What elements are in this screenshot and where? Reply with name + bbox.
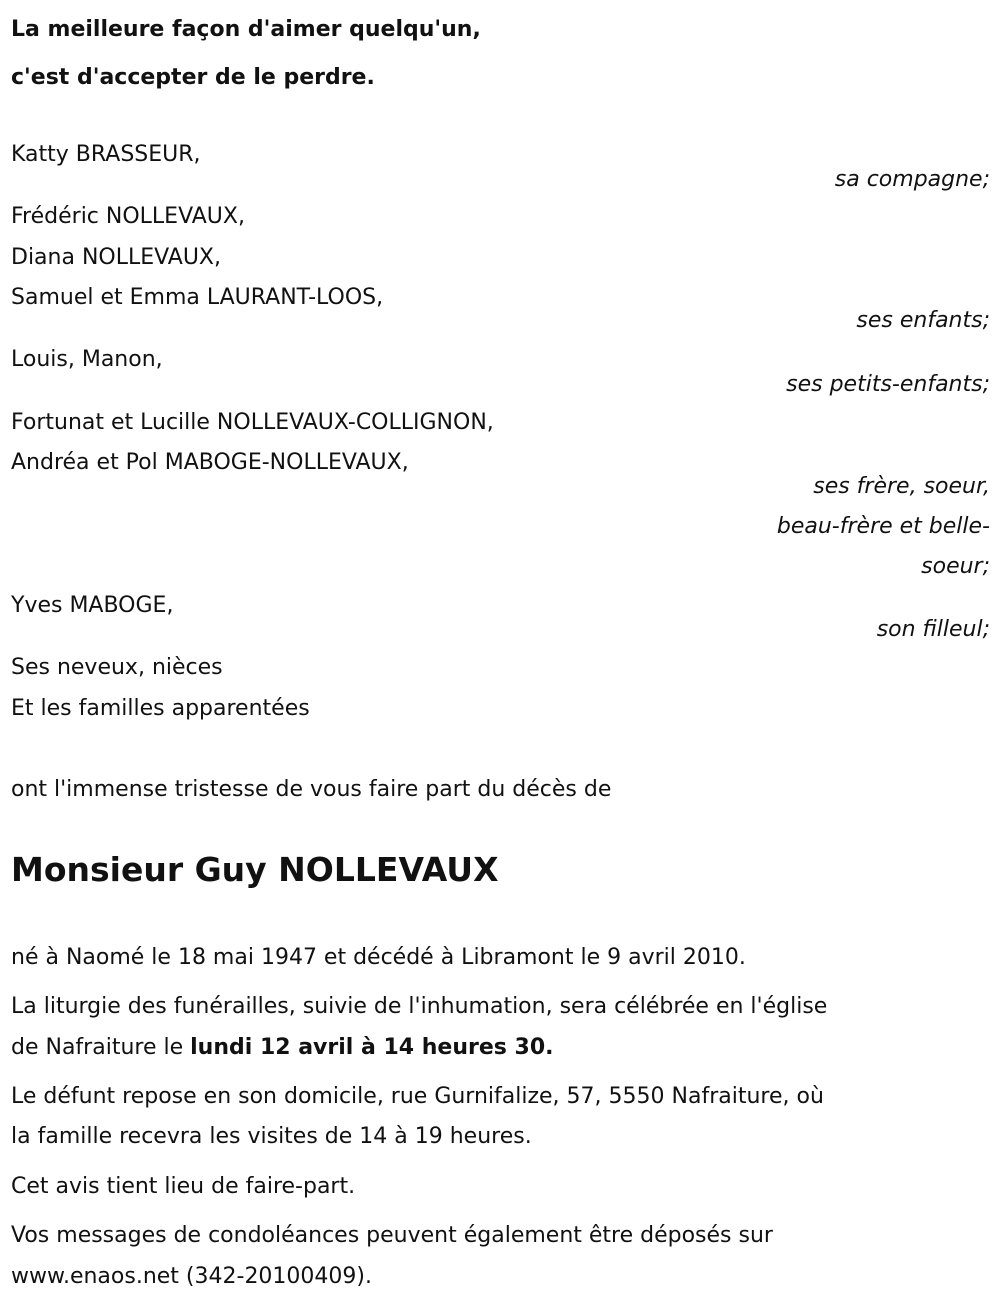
grandchildren-names: Louis, Manon,	[11, 347, 163, 372]
announcement: ont l'immense tristesse de vous faire part du décès de	[11, 777, 612, 802]
funeral-date: lundi 12 avril à 14 heures 30.	[190, 1035, 554, 1060]
godson-role: son filleul;	[876, 617, 990, 642]
liturgy-line-1: La liturgie des funérailles, suivie de l'inhumation, sera célébrée en l'église	[11, 994, 828, 1019]
partner-name: Katty BRASSEUR,	[11, 142, 201, 167]
quote-line-2: c'est d'accepter de le perdre.	[11, 65, 375, 90]
sibling-name: Andréa et Pol MABOGE-NOLLEVAUX,	[11, 450, 409, 475]
condolences-line-2: www.enaos.net (342-20100409).	[11, 1264, 372, 1289]
children-role: ses enfants;	[856, 308, 990, 333]
liturgy-line-2	[11, 1034, 554, 1062]
child-name: Diana NOLLEVAUX,	[11, 245, 221, 270]
child-name: Samuel et Emma LAURANT-LOOS,	[11, 285, 384, 310]
birth-death: né à Naomé le 18 mai 1947 et décédé à Libramont le 9 avril 2010.	[11, 945, 746, 970]
child-name: Frédéric NOLLEVAUX,	[11, 204, 245, 229]
partner-role: sa compagne;	[834, 167, 990, 192]
siblings-role: beau-frère et belle-	[776, 514, 990, 539]
sibling-name: Fortunat et Lucille NOLLEVAUX-COLLIGNON,	[11, 410, 494, 435]
rest-line-2: la famille recevra les visites de 14 à 19 heures.	[11, 1124, 532, 1149]
siblings-role: ses frère, soeur,	[813, 474, 990, 499]
liturgy-prefix: de Nafraiture le	[11, 1035, 191, 1060]
quote-line-1: La meilleure façon d'aimer quelqu'un,	[11, 17, 481, 42]
other-relatives: Et les familles apparentées	[11, 696, 310, 721]
other-relatives: Ses neveux, nièces	[11, 655, 223, 680]
condolences-line-1: Vos messages de condoléances peuvent également être déposés sur	[11, 1223, 773, 1248]
godson-name: Yves MABOGE,	[11, 593, 174, 618]
notice: Cet avis tient lieu de faire-part.	[11, 1174, 356, 1199]
grandchildren-role: ses petits-enfants;	[786, 372, 990, 397]
siblings-role: soeur;	[921, 554, 990, 579]
rest-line-1: Le défunt repose en son domicile, rue Gurnifalize, 57, 5550 Nafraiture, où	[11, 1084, 824, 1109]
deceased-name: Monsieur Guy NOLLEVAUX	[11, 850, 499, 889]
